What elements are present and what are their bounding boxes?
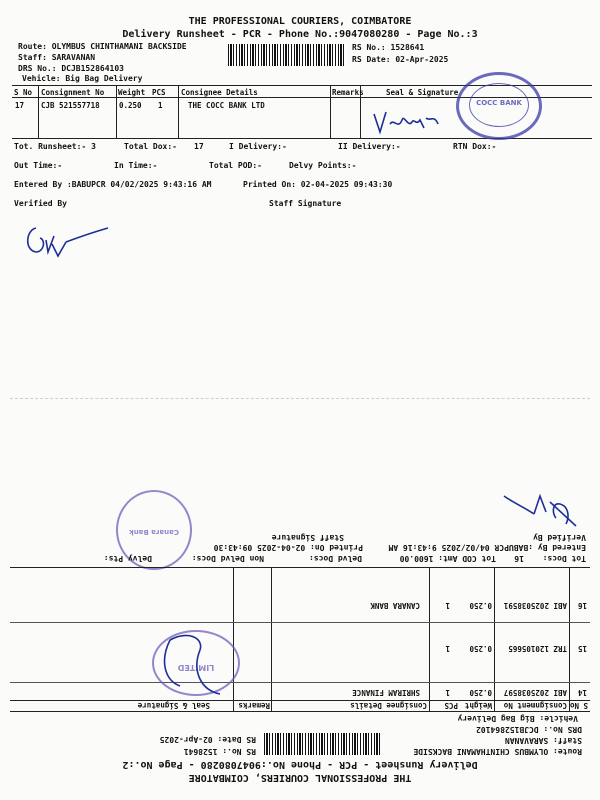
limited-stamp-text: LIMITED [177, 663, 215, 672]
staff-label: Staff: SARAVANAN [18, 53, 96, 62]
header-pcs-2: PCS [444, 701, 458, 710]
tot-docs-label: Tot Docs: [542, 554, 586, 563]
canara-stamp-text: Canara Bank [129, 528, 179, 536]
row-divider [10, 622, 590, 623]
row-weight-3: 0.250 [469, 644, 492, 653]
row-consignment: CJB 521557718 [41, 101, 100, 110]
header-consignee: Consignee Details [181, 88, 258, 97]
runsheet-subtitle-2: Delivery Runsheet - PCR - Phone No.:9047080280 - Page No.:2 [122, 759, 478, 770]
delvy-pts: Delvy Pts: [103, 554, 152, 563]
route-label-2: Route: OLYMBUS CHINTHAMANI BACKSIDE [413, 747, 582, 756]
tot-runsheet: Tot. Runsheet:- 3 [14, 142, 96, 151]
header-sno-2: S No [569, 701, 588, 710]
printed-on-2: Printed On: 02-04-2025 09:43:30 [213, 543, 363, 552]
col-divider-2 [494, 568, 495, 712]
staff-signature-label-2: Staff Signature [271, 533, 344, 542]
verified-by: Verified By [14, 199, 67, 208]
header-consignee-2: Consignee Details [350, 701, 427, 710]
header-consignment: Consignment No [41, 88, 105, 97]
seal-stamp [456, 72, 542, 140]
row-pcs-2: 1 [445, 688, 450, 697]
rs-number-2: RS No.: 1528641 [183, 747, 256, 756]
tot-cod-amt: Tot COD Amt: 1600.00 [399, 554, 496, 563]
total-pod: Total POD:- [209, 161, 262, 170]
runsheet-subtitle: Delivery Runsheet - PCR - Phone No.:9047080280 - Page No.:3 [122, 29, 478, 40]
header-seal-2: Seal & Signature [137, 701, 210, 710]
rotated-page-2 [0, 400, 600, 800]
row-weight-2: 0.250 [469, 688, 492, 697]
row-consignee-2: SHRIRAM FINANCE [352, 688, 420, 697]
printed-on: Printed On: 02-04-2025 09:43:30 [243, 180, 393, 189]
entered-by-2: Entered By :BABUPCR 04/02/2025 9:43:16 AM [388, 543, 586, 552]
out-time: Out Time:- [14, 161, 63, 170]
route-label: Route: OLYMBUS CHINTHAMANI BACKSIDE [18, 42, 187, 51]
col-divider [38, 85, 39, 138]
vehicle-label: Vehicle: Big Bag Delivery [22, 74, 143, 83]
rs-date-2: RS Date: 02-Apr-2025 [159, 735, 256, 744]
row-consignment-4: ABI 2025038591 [503, 601, 567, 610]
rtn-dox: RTN Dox:- [453, 142, 497, 151]
entered-by: Entered By :BABUPCR 04/02/2025 9:43:16 AM [14, 180, 212, 189]
row-consignment-3: TRZ 120105665 [508, 644, 567, 653]
non-delvd-docs: Non Delvd Docs: [191, 554, 264, 563]
header-remarks: Remarks [332, 88, 364, 97]
row-sno-2: 14 [577, 688, 587, 697]
drs-number: DRS No.: DCJB152864103 [18, 64, 124, 73]
row-divider [10, 682, 590, 683]
row-pcs-3: 1 [445, 644, 450, 653]
col-divider-2 [271, 568, 272, 712]
vehicle-label-2: Vehicle: Big Bag Delivery [457, 714, 578, 723]
row-weight: 0.250 [119, 101, 142, 110]
header-weight: Weight [118, 88, 146, 97]
total-dox-value: 17 [194, 142, 204, 151]
verifier-signature [22, 222, 112, 262]
tot-docs-value: 16 [514, 554, 524, 563]
barcode [228, 44, 346, 66]
col-divider-2 [569, 568, 570, 712]
header-seal: Seal & Signature [386, 88, 459, 97]
row-pcs-4: 1 [445, 601, 450, 610]
ii-delivery: II Delivery:- [338, 142, 401, 151]
recipient-signature [370, 104, 450, 138]
header-sno: S No [14, 88, 33, 97]
shriram-signature [140, 620, 240, 700]
col-divider [116, 85, 117, 138]
row-consignment-2: ABI 2025038597 [503, 688, 567, 697]
drs-number-2: DRS No.: DCJB152864102 [476, 725, 582, 734]
col-divider [330, 85, 331, 138]
verifier-signature-2 [500, 490, 580, 532]
col-divider-2 [429, 568, 430, 712]
col-divider [178, 85, 179, 138]
table-border-top-2 [10, 711, 590, 712]
verified-by-2: Verified By [533, 533, 586, 542]
signature-text: V. vanthi [376, 136, 382, 137]
staff-signature-label: Staff Signature [269, 199, 342, 208]
page-title-2: THE PROFESSIONAL COURIERS, COIMBATORE [188, 772, 412, 783]
row-sno-3: 15 [577, 644, 587, 653]
header-weight-2: Weight [464, 701, 492, 710]
staff-label-2: Staff: SARAVANAN [504, 736, 582, 745]
header-remarks-2: Remarks [238, 701, 270, 710]
i-delivery: I Delivery:- [229, 142, 287, 151]
total-dox-label: Total Dox:- [124, 142, 177, 151]
rs-date: RS Date: 02-Apr-2025 [352, 55, 449, 64]
in-time: In Time:- [114, 161, 158, 170]
page-fold-line [10, 398, 590, 399]
totals-border [10, 567, 590, 568]
rs-number: RS No.: 1528641 [352, 43, 425, 52]
barcode-2 [262, 733, 380, 755]
stamp-text: COCC BANK [476, 99, 522, 107]
delvy-points: Delvy Points:- [289, 161, 357, 170]
delvd-docs: Delvd Docs: [309, 554, 362, 563]
row-sno-4: 16 [577, 601, 587, 610]
header-pcs: PCS [152, 88, 166, 97]
row-weight-4: 0.250 [469, 601, 492, 610]
row-consignee-4: CANARA BANK [370, 601, 420, 610]
row-consignee: THE COCC BANK LTD [188, 101, 265, 110]
header-consignment-2: Consignment No [503, 701, 567, 710]
page-title: THE PROFESSIONAL COURIERS, COIMBATORE [188, 16, 412, 27]
row-pcs: 1 [158, 101, 163, 110]
row-sno: 17 [15, 101, 25, 110]
